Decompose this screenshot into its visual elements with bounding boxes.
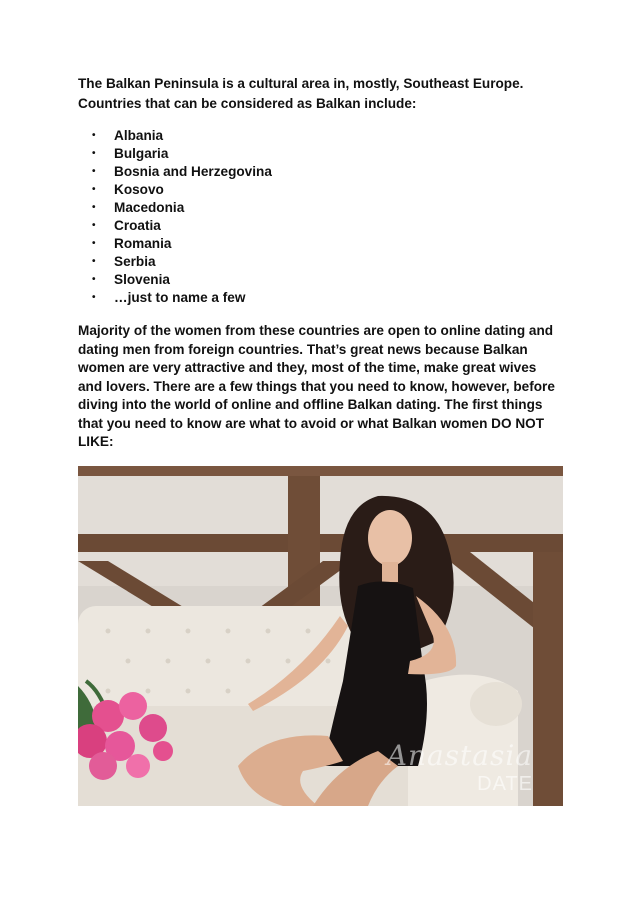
list-item (92, 127, 272, 145)
country-name: Croatia (114, 218, 161, 233)
bullet-icon: • (92, 220, 96, 231)
bullet-icon: • (92, 292, 96, 303)
country-name: Albania (114, 128, 164, 143)
bullet-icon: • (92, 202, 96, 213)
bullet-icon: • (92, 238, 96, 249)
body-paragraph: Majority of the women from these countries are open to online dating and dating men from foreign countries. That’s great news because Balkan women are very attractive and they, most of the time, make great wives and lovers. There are a few things that you need to know, however, before diving into the world of online and offline Balkan dating. The first things that you need to know are what to avoid or what Balkan women DO NOT LIKE: (78, 323, 555, 449)
list-item (92, 289, 272, 307)
bullet-icon: • (92, 148, 96, 159)
list-item (92, 181, 272, 199)
country-name: Bosnia and Herzegovina (114, 164, 272, 179)
bullet-icon: • (92, 274, 96, 285)
country-name: Serbia (114, 254, 156, 269)
list-item (92, 217, 272, 235)
country-name: Bulgaria (114, 146, 169, 161)
watermark-script: Anastasia (386, 739, 533, 772)
country-name: …just to name a few (114, 290, 246, 305)
bullet-icon: • (92, 130, 96, 141)
bullet-icon: • (92, 166, 96, 177)
country-name: Kosovo (114, 182, 164, 197)
intro-paragraph: The Balkan Peninsula is a cultural area in, mostly, Southeast Europe. Countries that can be considered as Balkan include: (78, 76, 524, 111)
list-item (92, 253, 272, 271)
watermark-caps: DATE (477, 773, 533, 795)
list-item (92, 199, 272, 217)
country-name: Macedonia (114, 200, 185, 215)
photo-woman-on-sofa (78, 466, 563, 806)
bullet-icon: • (92, 184, 96, 195)
list-item (92, 271, 272, 289)
country-name: Slovenia (114, 272, 170, 287)
country-name: Romania (114, 236, 172, 251)
bullet-icon: • (92, 256, 96, 267)
list-item (92, 163, 272, 181)
country-list (92, 127, 272, 307)
list-item (92, 235, 272, 253)
list-item (92, 145, 272, 163)
